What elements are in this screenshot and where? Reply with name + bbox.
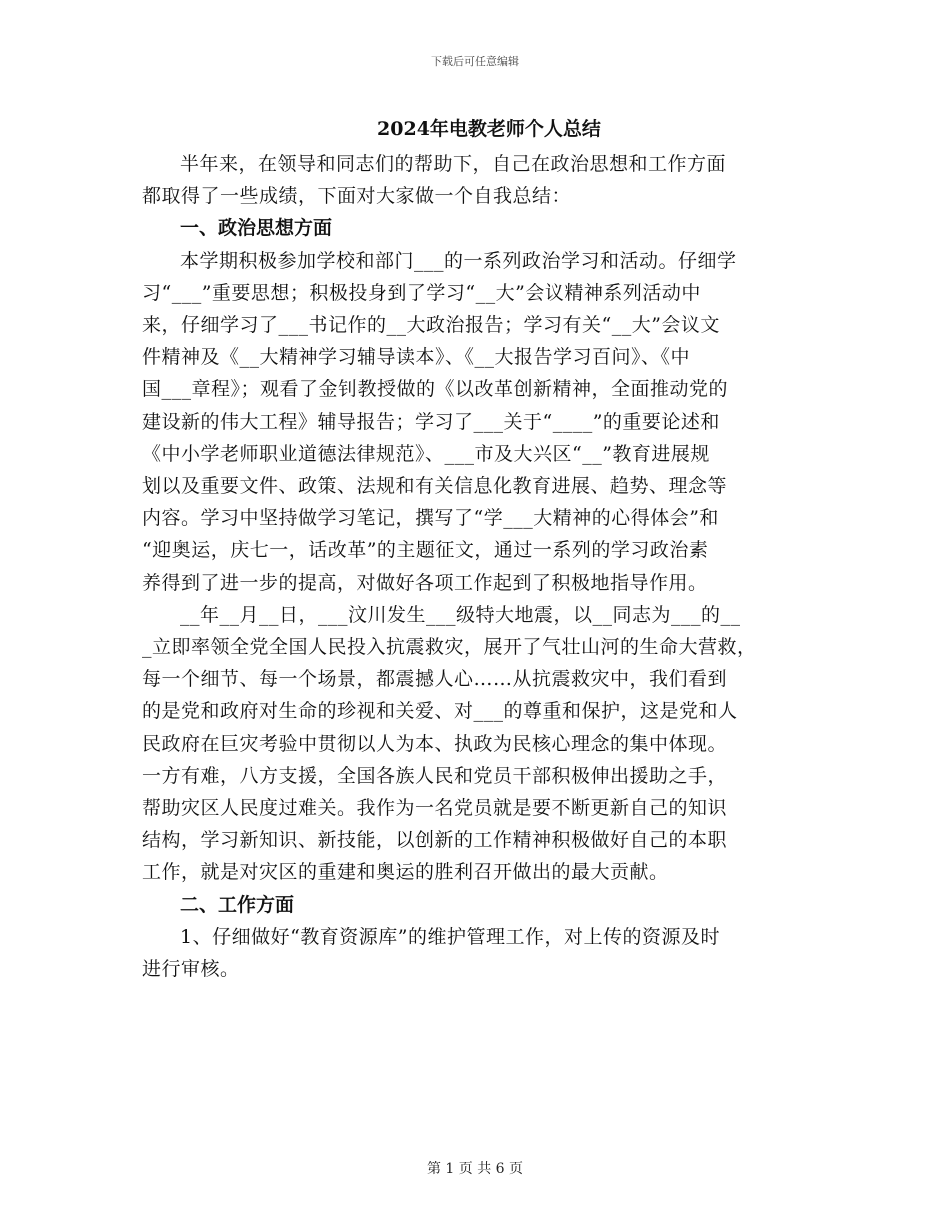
page-header-note: 下载后可任意编辑 — [431, 55, 519, 68]
paragraph-line: 的是党和政府对生命的珍视和关爱、对___的尊重和保护，这是党和人 — [142, 700, 738, 723]
page-number: 第 1 页 共 6 页 — [426, 1161, 524, 1177]
paragraph-line: 每一个细节、每一个场景，都震撼人心……从抗震救灾中，我们看到 — [142, 668, 728, 691]
paragraph-line: 件精神及《__大精神学习辅导读本》、《__大报告学习百问》、《中 — [142, 346, 691, 369]
intro-line: 都取得了一些成绩，下面对大家做一个自我总结： — [142, 185, 572, 208]
paragraph-line: 建设新的伟大工程》辅导报告；学习了___关于“____”的重要论述和 — [142, 410, 720, 433]
paragraph-line: 《中小学老师职业道德法律规范》、___市及大兴区“__”教育进展规 — [142, 442, 710, 465]
document-title: 2024年电教老师个人总结 — [377, 118, 601, 140]
paragraph-line: 习“___”重要思想；积极投身到了学习“__大”会议精神系列活动中 — [142, 281, 701, 304]
politics-paragraph-2 — [142, 599, 816, 889]
paragraph-line: 养得到了进一步的提高，对做好各项工作起到了积极地指导作用。 — [142, 571, 708, 594]
document-body — [142, 110, 816, 985]
politics-paragraph-1 — [142, 245, 816, 599]
paragraph-line: 进行审核。 — [142, 958, 240, 981]
paragraph-line: 来，仔细学习了___书记作的__大政治报告；学习有关“__大”会议文 — [142, 314, 720, 337]
section-heading-politics: 一、政治思想方面 — [180, 217, 333, 240]
paragraph-line: 1、仔细做好“教育资源库”的维护管理工作，对上传的资源及时 — [180, 925, 721, 948]
paragraph-line: “迎奥运，庆七一，话改革”的主题征文，通过一系列的学习政治素 — [142, 539, 709, 562]
work-paragraph-1 — [142, 921, 816, 985]
paragraph-line: 结构，学习新知识、新技能，以创新的工作精神积极做好自己的本职 — [142, 829, 728, 852]
paragraph-line: 本学期积极参加学校和部门___的一系列政治学习和活动。仔细学 — [180, 249, 737, 272]
intro-line: 半年来，在领导和同志们的帮助下，自己在政治思想和工作方面 — [180, 153, 727, 175]
paragraph-line: _立即率领全党全国人民投入抗震救灾，展开了气壮山河的生命大营救， — [142, 636, 757, 659]
paragraph-line: 内容。学习中坚持做学习笔记，撰写了“学___大精神的心得体会”和 — [142, 507, 719, 530]
paragraph-line: __年__月__日，___汶川发生___级特大地震，以__同志为___的__ — [180, 603, 741, 626]
section-heading-work: 二、工作方面 — [180, 893, 295, 916]
paragraph-line: 民政府在巨灾考验中贯彻以人为本、执政为民核心理念的集中体现。 — [142, 732, 728, 755]
paragraph-line: 一方有难，八方支援，全国各族人民和党员干部积极伸出援助之手， — [142, 764, 728, 787]
paragraph-line: 国___章程》；观看了金钊教授做的《以改革创新精神，全面推动党的 — [142, 378, 729, 401]
paragraph-line: 帮助灾区人民度过难关。我作为一名党员就是要不断更新自己的知识 — [142, 797, 728, 820]
paragraph-line: 划以及重要文件、政策、法规和有关信息化教育进展、趋势、理念等 — [142, 475, 728, 498]
intro-paragraph — [142, 148, 816, 212]
paragraph-line: 工作，就是对灾区的重建和奥运的胜利召开做出的最大贡献。 — [142, 861, 669, 884]
